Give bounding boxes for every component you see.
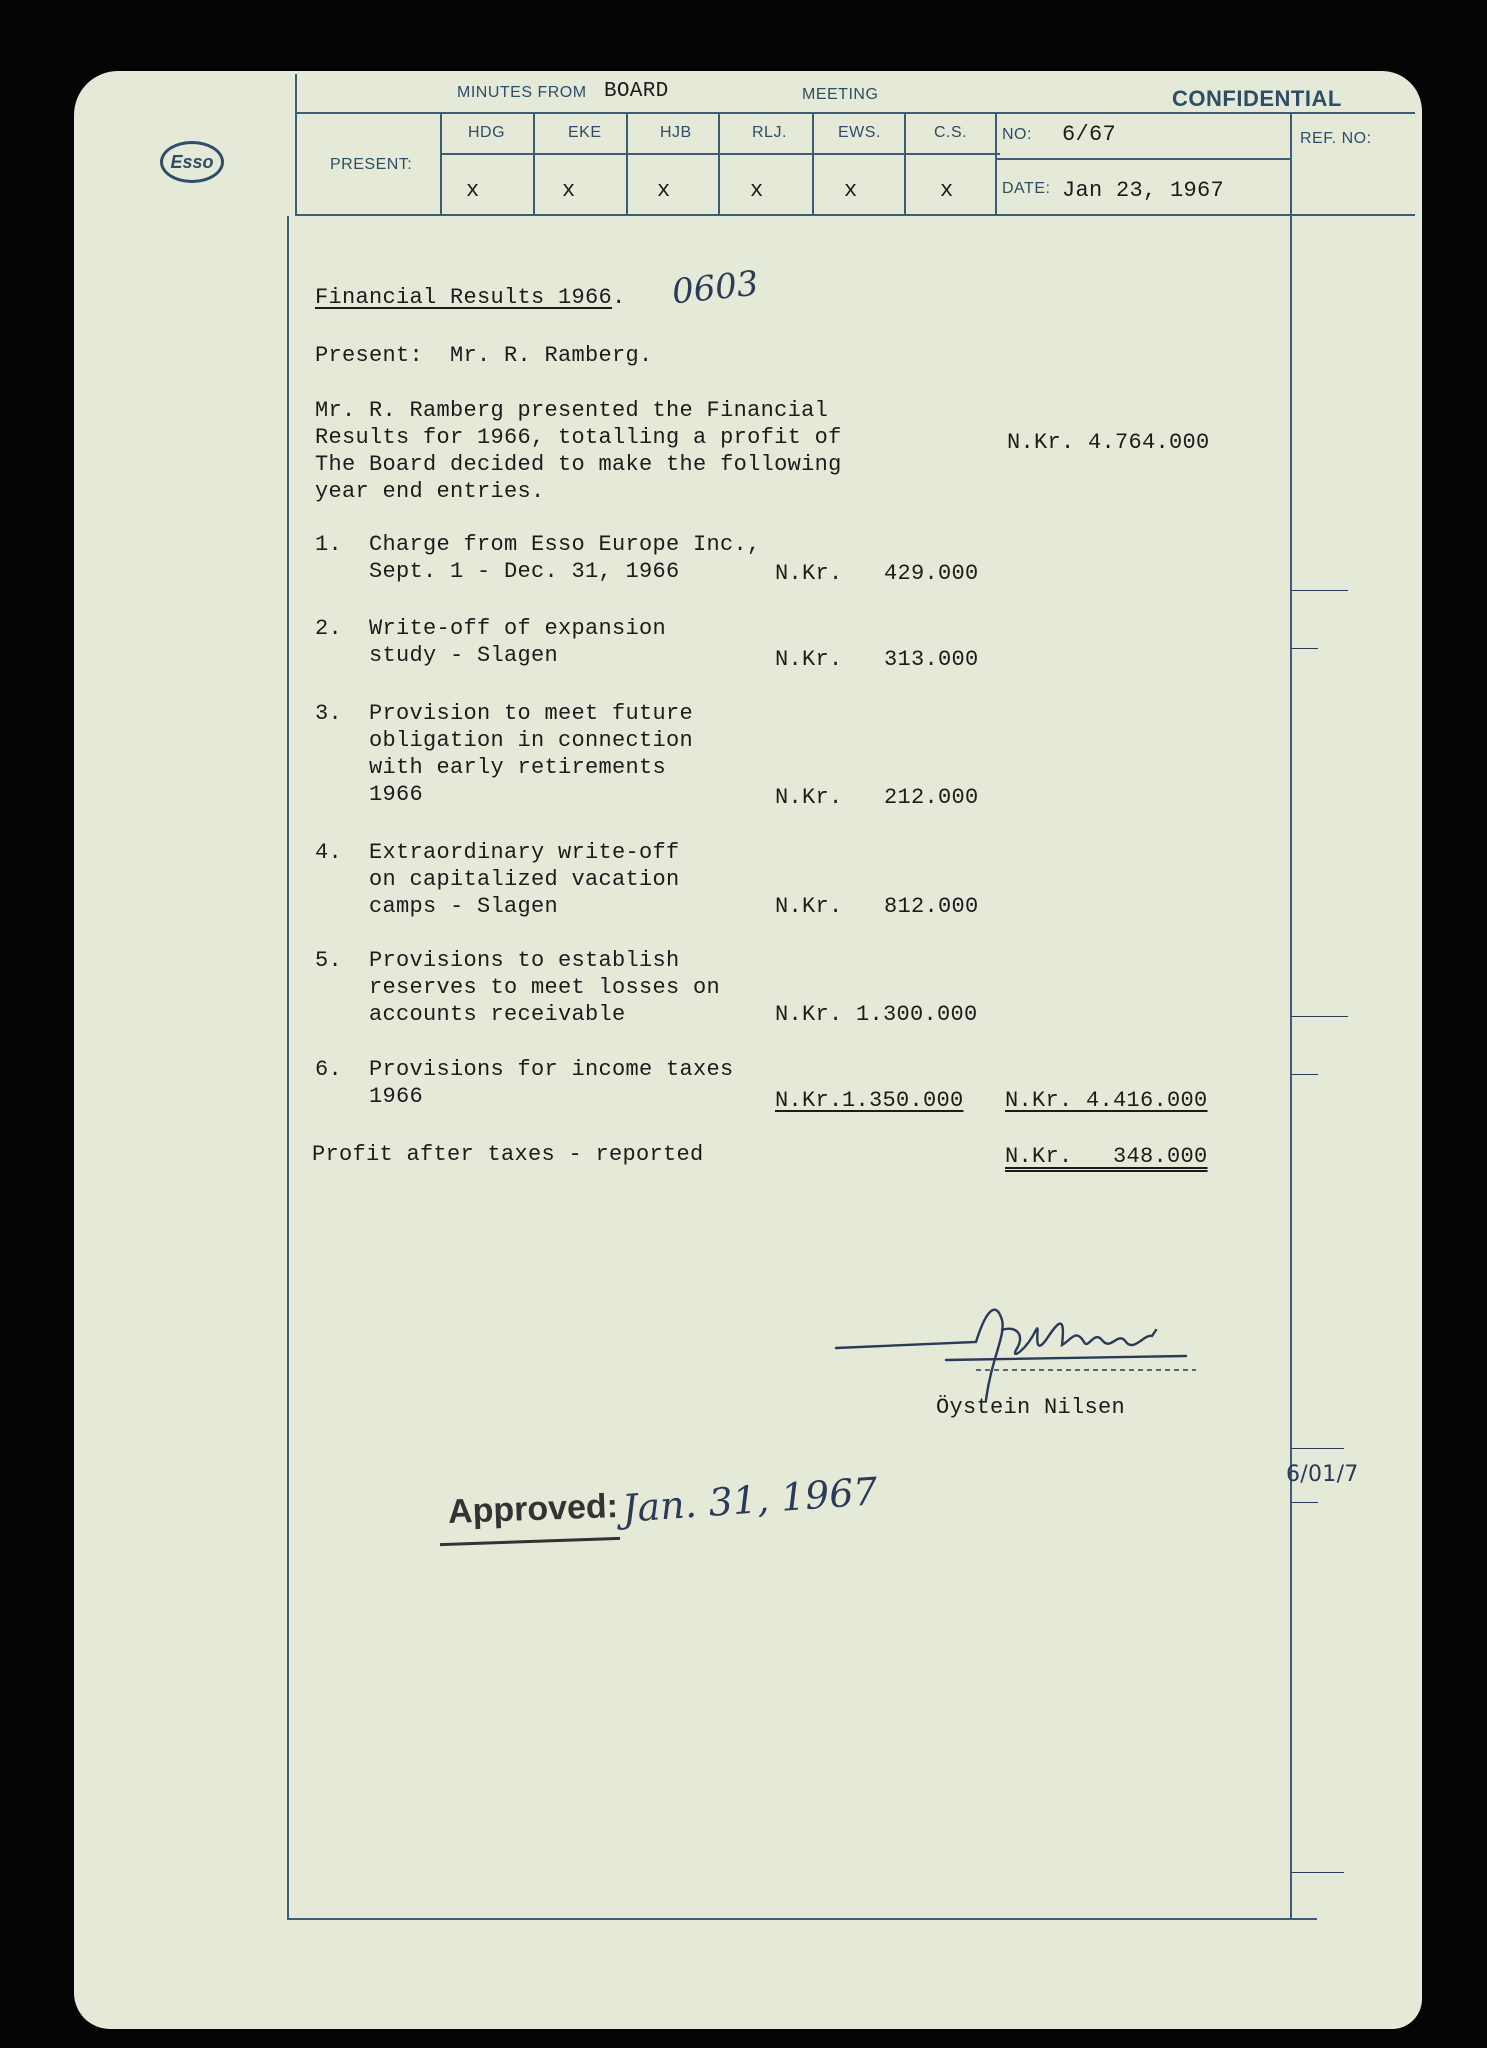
items-total: N.Kr. 4.416.000	[1005, 1088, 1208, 1113]
minutes-from-label: MINUTES FROM	[457, 84, 587, 101]
ref-number-label: REF. NO:	[1300, 130, 1372, 147]
approval-date: Jan. 31, 1967	[620, 1469, 879, 1531]
item-description: with early retirements	[369, 755, 667, 780]
meeting-label: MEETING	[802, 86, 879, 103]
margin-note: 6/01/7	[1286, 1462, 1359, 1487]
item-amount: 812.000	[884, 894, 979, 919]
item-amount: 429.000	[884, 561, 979, 586]
item-currency: N.Kr.	[775, 894, 843, 919]
item-description: study - Slagen	[369, 643, 559, 668]
item-description: accounts receivable	[369, 1002, 626, 1027]
member-initials: C.S.	[934, 124, 968, 141]
attendance-mark: x	[844, 178, 858, 203]
document-title: Financial Results 1966.	[315, 285, 626, 310]
item-amount: 313.000	[884, 647, 979, 672]
present-label: PRESENT:	[330, 156, 413, 173]
item-description: 1966	[369, 782, 424, 807]
item-description: 1966	[369, 1084, 424, 1109]
item-description: Charge from Esso Europe Inc.,	[369, 532, 761, 557]
item-currency: N.Kr.	[775, 1088, 843, 1113]
attendance-mark: x	[562, 178, 576, 203]
intro-line: year end entries.	[315, 479, 545, 504]
item-description: Write-off of expansion	[369, 616, 667, 641]
handwritten-code: 0603	[670, 263, 761, 313]
number-value: 6/67	[1062, 122, 1117, 147]
item-number: 3.	[315, 701, 343, 726]
item-description: Sept. 1 - Dec. 31, 1966	[369, 559, 680, 584]
item-description: on capitalized vacation	[369, 867, 680, 892]
item-number: 1.	[315, 532, 343, 557]
member-initials: HDG	[468, 124, 506, 141]
intro-line: Mr. R. Ramberg presented the Financial	[315, 398, 829, 423]
present-line: Present: Mr. R. Ramberg.	[315, 343, 653, 368]
approved-label: Approved:	[447, 1487, 619, 1531]
item-description: obligation in connection	[369, 728, 694, 753]
date-label: DATE:	[1002, 180, 1051, 197]
attendance-mark: x	[466, 178, 480, 203]
profit-value: N.Kr. 348.000	[1005, 1144, 1208, 1169]
item-description: reserves to meet losses on	[369, 975, 721, 1000]
number-label: NO:	[1002, 126, 1032, 143]
member-initials: HJB	[660, 124, 692, 141]
attendance-mark: x	[940, 178, 954, 203]
item-number: 6.	[315, 1057, 343, 1082]
item-description: camps - Slagen	[369, 894, 559, 919]
item-amount: 212.000	[884, 785, 979, 810]
item-description: Provision to meet future	[369, 701, 694, 726]
intro-total: N.Kr. 4.764.000	[1007, 430, 1210, 455]
esso-logo: Esso	[160, 141, 224, 183]
item-currency: N.Kr.	[775, 561, 843, 586]
member-initials: EWS.	[838, 124, 881, 141]
item-description: Provisions to establish	[369, 948, 680, 973]
confidential-label: CONFIDENTIAL	[1172, 86, 1342, 111]
member-initials: RLJ.	[752, 124, 787, 141]
minutes-from-value: BOARD	[604, 80, 669, 103]
document-sheet	[74, 71, 1422, 2029]
signatory-name: Öystein Nilsen	[936, 1395, 1126, 1420]
item-amount: 1.350.000	[842, 1088, 964, 1113]
item-description: Provisions for income taxes	[369, 1057, 734, 1082]
intro-line: Results for 1966, totalling a profit of	[315, 425, 842, 450]
item-description: Extraordinary write-off	[369, 840, 680, 865]
item-currency: N.Kr.	[775, 785, 843, 810]
item-amount: 1.300.000	[856, 1002, 978, 1027]
intro-line: The Board decided to make the following	[315, 452, 842, 477]
date-value: Jan 23, 1967	[1062, 178, 1225, 203]
item-number: 4.	[315, 840, 343, 865]
attendance-mark: x	[657, 178, 671, 203]
item-currency: N.Kr.	[775, 1002, 843, 1027]
item-number: 5.	[315, 948, 343, 973]
attendance-mark: x	[750, 178, 764, 203]
profit-label: Profit after taxes - reported	[312, 1142, 704, 1167]
item-number: 2.	[315, 616, 343, 641]
item-currency: N.Kr.	[775, 647, 843, 672]
member-initials: EKE	[568, 124, 602, 141]
